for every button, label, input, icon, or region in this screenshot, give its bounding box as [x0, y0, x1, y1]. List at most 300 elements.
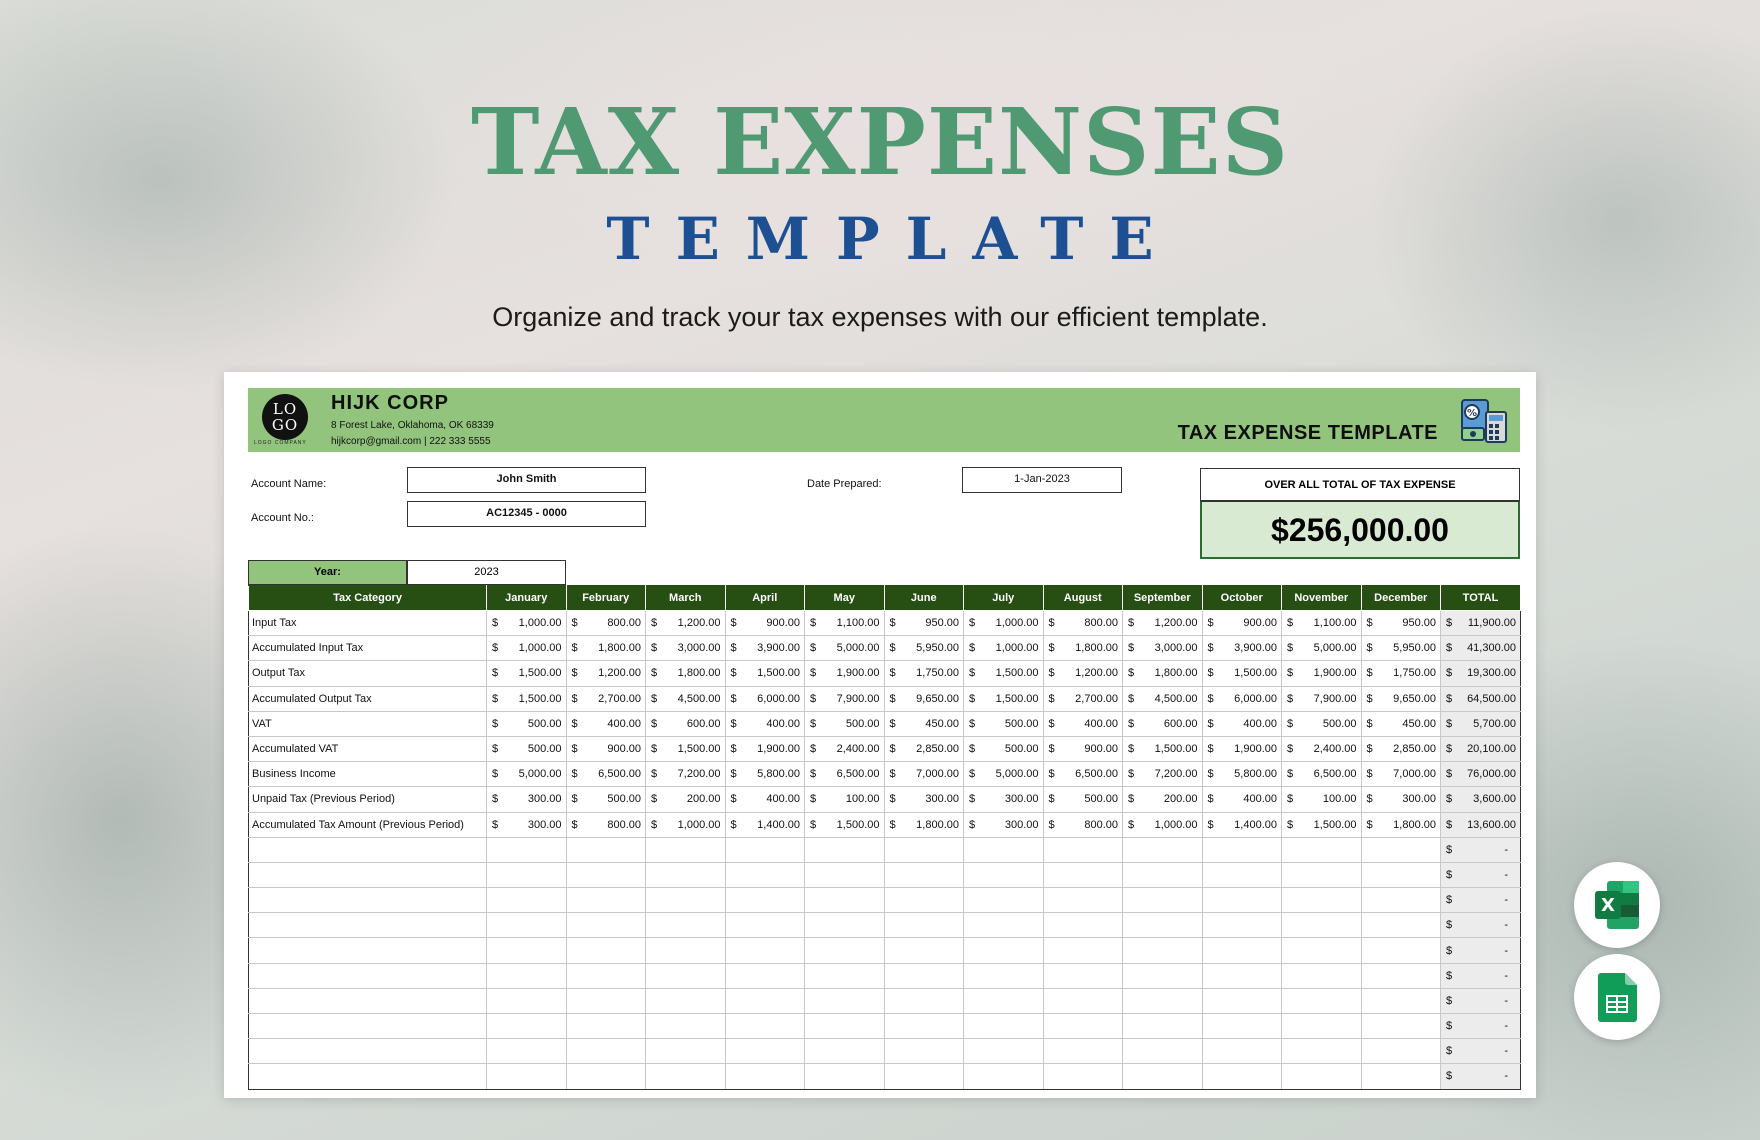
- amount-cell[interactable]: [1282, 787, 1362, 812]
- empty-cell[interactable]: [964, 888, 1044, 913]
- empty-cell[interactable]: [1202, 1064, 1282, 1089]
- currency-symbol: $: [730, 717, 737, 730]
- amount-cell[interactable]: [1202, 736, 1282, 761]
- amount-cell[interactable]: [566, 611, 646, 636]
- amount-value: 1,000.00: [518, 642, 562, 655]
- amount-cell[interactable]: [964, 736, 1044, 761]
- amount-cell[interactable]: [646, 762, 726, 787]
- tax-category-cell[interactable]: Accumulated Input Tax: [249, 636, 487, 661]
- empty-cell[interactable]: [1202, 862, 1282, 887]
- amount-cell[interactable]: [1123, 686, 1203, 711]
- empty-cell[interactable]: [249, 862, 487, 887]
- amount-cell[interactable]: [487, 787, 567, 812]
- amount-cell[interactable]: [487, 636, 567, 661]
- empty-cell[interactable]: [646, 963, 726, 988]
- amount-cell[interactable]: [1282, 611, 1362, 636]
- empty-cell[interactable]: [1282, 1064, 1362, 1089]
- amount-cell[interactable]: [805, 812, 885, 837]
- amount-cell[interactable]: [566, 711, 646, 736]
- empty-cell[interactable]: [566, 1064, 646, 1089]
- empty-cell[interactable]: [1202, 938, 1282, 963]
- amount-cell[interactable]: [884, 762, 964, 787]
- empty-cell[interactable]: [1043, 1039, 1123, 1064]
- empty-cell[interactable]: [805, 988, 885, 1013]
- amount-cell[interactable]: [487, 686, 567, 711]
- empty-cell[interactable]: [249, 963, 487, 988]
- currency-symbol: $: [969, 793, 976, 806]
- empty-cell[interactable]: [964, 963, 1044, 988]
- empty-cell[interactable]: [964, 1064, 1044, 1089]
- amount-cell[interactable]: [805, 661, 885, 686]
- empty-cell[interactable]: [1202, 837, 1282, 862]
- empty-cell[interactable]: [1361, 1014, 1441, 1039]
- empty-cell[interactable]: [1123, 963, 1203, 988]
- excel-app-button[interactable]: [1574, 862, 1660, 948]
- currency-symbol: $: [969, 692, 976, 705]
- empty-cell[interactable]: [1123, 1064, 1203, 1089]
- empty-cell[interactable]: [646, 1064, 726, 1089]
- svg-text:%: %: [1466, 408, 1478, 419]
- amount-cell[interactable]: [487, 812, 567, 837]
- amount-cell[interactable]: [725, 762, 805, 787]
- empty-cell[interactable]: [487, 938, 567, 963]
- row-total-value: 76,000.00: [1467, 768, 1516, 781]
- amount-cell[interactable]: [1202, 711, 1282, 736]
- empty-cell[interactable]: [725, 1039, 805, 1064]
- empty-cell[interactable]: [1043, 913, 1123, 938]
- amount-cell[interactable]: [1123, 736, 1203, 761]
- empty-cell[interactable]: [1123, 837, 1203, 862]
- amount-cell[interactable]: [566, 736, 646, 761]
- empty-cell[interactable]: [487, 913, 567, 938]
- empty-cell[interactable]: [725, 1014, 805, 1039]
- empty-cell[interactable]: [646, 837, 726, 862]
- amount-cell[interactable]: [884, 661, 964, 686]
- amount-cell[interactable]: [805, 636, 885, 661]
- amount-cell[interactable]: [1123, 636, 1203, 661]
- empty-cell[interactable]: [964, 938, 1044, 963]
- amount-cell[interactable]: [646, 812, 726, 837]
- amount-value: 6,500.00: [598, 768, 641, 781]
- tax-category-cell[interactable]: Business Income: [249, 762, 487, 787]
- amount-cell[interactable]: [884, 686, 964, 711]
- amount-cell[interactable]: [884, 736, 964, 761]
- empty-cell[interactable]: [1282, 862, 1362, 887]
- amount-cell[interactable]: [725, 661, 805, 686]
- amount-value: 800.00: [1084, 818, 1118, 831]
- empty-cell[interactable]: [1282, 1014, 1362, 1039]
- empty-cell[interactable]: [1361, 1039, 1441, 1064]
- empty-cell[interactable]: [249, 837, 487, 862]
- empty-cell[interactable]: [1361, 988, 1441, 1013]
- currency-symbol: $: [889, 717, 896, 730]
- amount-cell[interactable]: [805, 787, 885, 812]
- amount-cell[interactable]: [1123, 711, 1203, 736]
- amount-cell[interactable]: [964, 686, 1044, 711]
- amount-cell[interactable]: [1282, 686, 1362, 711]
- empty-cell[interactable]: [487, 837, 567, 862]
- amount-cell[interactable]: [566, 762, 646, 787]
- empty-cell[interactable]: [646, 862, 726, 887]
- currency-symbol: $: [1207, 642, 1214, 655]
- currency-symbol: $: [889, 793, 896, 806]
- empty-cell[interactable]: [884, 862, 964, 887]
- empty-cell[interactable]: [884, 963, 964, 988]
- empty-cell[interactable]: [646, 1014, 726, 1039]
- empty-cell[interactable]: [249, 1014, 487, 1039]
- empty-cell[interactable]: [566, 938, 646, 963]
- amount-cell[interactable]: [964, 661, 1044, 686]
- empty-cell[interactable]: [1123, 913, 1203, 938]
- empty-cell[interactable]: [566, 963, 646, 988]
- amount-cell[interactable]: [1282, 636, 1362, 661]
- amount-cell[interactable]: [1202, 611, 1282, 636]
- currency-symbol: $: [1128, 768, 1135, 781]
- empty-cell[interactable]: [1043, 888, 1123, 913]
- amount-cell[interactable]: [725, 812, 805, 837]
- amount-cell[interactable]: [487, 711, 567, 736]
- empty-cell[interactable]: [646, 888, 726, 913]
- empty-cell[interactable]: [566, 837, 646, 862]
- amount-cell[interactable]: [1361, 636, 1441, 661]
- amount-cell[interactable]: [646, 636, 726, 661]
- row-total-value: -: [1504, 868, 1508, 881]
- row-total-value: -: [1504, 919, 1508, 932]
- row-total-cell: [1441, 988, 1521, 1013]
- empty-cell[interactable]: [1202, 913, 1282, 938]
- empty-cell[interactable]: [487, 1014, 567, 1039]
- currency-symbol: $: [1446, 793, 1453, 806]
- amount-cell[interactable]: [487, 762, 567, 787]
- empty-cell[interactable]: [805, 938, 885, 963]
- amount-value: 800.00: [607, 617, 641, 630]
- empty-cell[interactable]: [566, 913, 646, 938]
- amount-cell[interactable]: [1123, 611, 1203, 636]
- empty-cell[interactable]: [487, 888, 567, 913]
- row-total-value: 5,700.00: [1473, 717, 1516, 730]
- amount-cell[interactable]: [1043, 812, 1123, 837]
- amount-cell[interactable]: [805, 611, 885, 636]
- amount-cell[interactable]: [566, 661, 646, 686]
- amount-value: 400.00: [1243, 717, 1277, 730]
- empty-cell[interactable]: [566, 1039, 646, 1064]
- tax-category-cell[interactable]: VAT: [249, 711, 487, 736]
- amount-cell[interactable]: [1043, 611, 1123, 636]
- empty-cell[interactable]: [884, 1039, 964, 1064]
- amount-cell[interactable]: [1361, 762, 1441, 787]
- tax-category-cell[interactable]: Output Tax: [249, 661, 487, 686]
- empty-cell[interactable]: [249, 1064, 487, 1089]
- year-field[interactable]: 2023: [407, 560, 566, 585]
- amount-cell[interactable]: [1043, 711, 1123, 736]
- amount-cell[interactable]: [1361, 812, 1441, 837]
- empty-cell[interactable]: [1202, 963, 1282, 988]
- amount-cell[interactable]: [566, 787, 646, 812]
- empty-cell[interactable]: [805, 963, 885, 988]
- empty-cell[interactable]: [646, 1039, 726, 1064]
- currency-symbol: $: [810, 793, 817, 806]
- empty-cell[interactable]: [1282, 913, 1362, 938]
- amount-cell[interactable]: [1282, 661, 1362, 686]
- empty-cell[interactable]: [964, 862, 1044, 887]
- amount-cell[interactable]: [725, 636, 805, 661]
- amount-cell[interactable]: [1202, 787, 1282, 812]
- amount-value: 5,000.00: [995, 768, 1039, 781]
- empty-cell[interactable]: [884, 888, 964, 913]
- amount-cell[interactable]: [1361, 711, 1441, 736]
- amount-cell[interactable]: [725, 711, 805, 736]
- empty-cell[interactable]: [725, 988, 805, 1013]
- empty-cell[interactable]: [964, 988, 1044, 1013]
- empty-cell[interactable]: [805, 1064, 885, 1089]
- empty-cell[interactable]: [964, 913, 1044, 938]
- amount-cell[interactable]: [646, 611, 726, 636]
- amount-cell[interactable]: [1043, 762, 1123, 787]
- amount-cell[interactable]: [1043, 787, 1123, 812]
- currency-symbol: $: [889, 768, 896, 781]
- header-april: April: [725, 586, 805, 611]
- row-total-cell: [1441, 963, 1521, 988]
- amount-cell[interactable]: [725, 787, 805, 812]
- amount-cell[interactable]: [1361, 611, 1441, 636]
- empty-cell[interactable]: [249, 938, 487, 963]
- empty-cell[interactable]: [566, 1014, 646, 1039]
- empty-cell[interactable]: [487, 963, 567, 988]
- empty-cell[interactable]: [1043, 988, 1123, 1013]
- amount-cell[interactable]: [884, 812, 964, 837]
- empty-cell[interactable]: [487, 862, 567, 887]
- amount-value: 1,200.00: [598, 667, 641, 680]
- amount-value: 6,000.00: [1234, 692, 1277, 705]
- empty-cell[interactable]: [1043, 862, 1123, 887]
- amount-cell[interactable]: [566, 812, 646, 837]
- empty-cell[interactable]: [1123, 988, 1203, 1013]
- tax-category-cell[interactable]: Accumulated Output Tax: [249, 686, 487, 711]
- amount-cell[interactable]: [1282, 736, 1362, 761]
- amount-cell[interactable]: [1123, 762, 1203, 787]
- date-prepared-field[interactable]: 1-Jan-2023: [962, 467, 1122, 493]
- empty-cell[interactable]: [249, 888, 487, 913]
- currency-symbol: $: [1446, 717, 1453, 730]
- empty-cell[interactable]: [964, 837, 1044, 862]
- empty-cell[interactable]: [646, 938, 726, 963]
- empty-cell[interactable]: [249, 1039, 487, 1064]
- empty-cell[interactable]: [1202, 1039, 1282, 1064]
- currency-symbol: $: [651, 768, 658, 781]
- empty-cell[interactable]: [1282, 988, 1362, 1013]
- amount-cell[interactable]: [646, 686, 726, 711]
- amount-value: 900.00: [766, 617, 800, 630]
- amount-cell[interactable]: [884, 711, 964, 736]
- empty-cell[interactable]: [725, 938, 805, 963]
- amount-cell[interactable]: [1043, 686, 1123, 711]
- amount-cell[interactable]: [566, 686, 646, 711]
- currency-symbol: $: [492, 642, 499, 655]
- empty-cell[interactable]: [1043, 837, 1123, 862]
- empty-cell[interactable]: [1202, 1014, 1282, 1039]
- amount-cell[interactable]: [487, 736, 567, 761]
- amount-value: 1,900.00: [757, 743, 800, 756]
- empty-cell[interactable]: [249, 988, 487, 1013]
- empty-cell[interactable]: [1123, 1014, 1203, 1039]
- amount-cell[interactable]: [805, 762, 885, 787]
- empty-table-row: [249, 988, 1521, 1013]
- amount-cell[interactable]: [964, 762, 1044, 787]
- tax-category-cell[interactable]: Input Tax: [249, 611, 487, 636]
- amount-cell[interactable]: [805, 711, 885, 736]
- empty-cell[interactable]: [1282, 888, 1362, 913]
- google-sheets-app-button[interactable]: [1574, 954, 1660, 1040]
- empty-cell[interactable]: [1282, 1039, 1362, 1064]
- currency-symbol: $: [1128, 667, 1135, 680]
- amount-cell[interactable]: [1202, 686, 1282, 711]
- amount-cell[interactable]: [964, 812, 1044, 837]
- empty-cell[interactable]: [964, 1039, 1044, 1064]
- empty-cell[interactable]: [1043, 1014, 1123, 1039]
- empty-cell[interactable]: [1282, 963, 1362, 988]
- empty-cell[interactable]: [805, 862, 885, 887]
- empty-cell[interactable]: [964, 1014, 1044, 1039]
- empty-cell[interactable]: [725, 913, 805, 938]
- amount-cell[interactable]: [566, 636, 646, 661]
- empty-cell[interactable]: [1123, 938, 1203, 963]
- currency-symbol: $: [1366, 818, 1373, 831]
- account-name-field[interactable]: John Smith: [407, 467, 646, 493]
- amount-value: 1,800.00: [1154, 667, 1198, 680]
- empty-cell[interactable]: [646, 913, 726, 938]
- empty-cell[interactable]: [1282, 837, 1362, 862]
- empty-cell[interactable]: [1361, 938, 1441, 963]
- currency-symbol: $: [571, 667, 578, 680]
- amount-value: 600.00: [1163, 717, 1198, 730]
- empty-cell[interactable]: [805, 888, 885, 913]
- amount-cell[interactable]: [1282, 812, 1362, 837]
- amount-cell[interactable]: [1361, 736, 1441, 761]
- amount-cell[interactable]: [487, 661, 567, 686]
- amount-value: 9,650.00: [916, 692, 959, 705]
- empty-cell[interactable]: [566, 988, 646, 1013]
- amount-cell[interactable]: [964, 611, 1044, 636]
- amount-cell[interactable]: [1202, 762, 1282, 787]
- empty-cell[interactable]: [725, 862, 805, 887]
- header-june: June: [884, 586, 964, 611]
- amount-cell[interactable]: [884, 787, 964, 812]
- empty-cell[interactable]: [1123, 888, 1203, 913]
- empty-cell[interactable]: [725, 1064, 805, 1089]
- amount-cell[interactable]: [1043, 736, 1123, 761]
- amount-cell[interactable]: [1361, 787, 1441, 812]
- amount-cell[interactable]: [1043, 636, 1123, 661]
- amount-cell[interactable]: [1361, 686, 1441, 711]
- amount-cell[interactable]: [487, 611, 567, 636]
- currency-symbol: $: [1287, 743, 1294, 756]
- empty-cell[interactable]: [884, 988, 964, 1013]
- empty-cell[interactable]: [805, 1014, 885, 1039]
- amount-cell[interactable]: [884, 611, 964, 636]
- empty-cell[interactable]: [249, 913, 487, 938]
- empty-cell[interactable]: [1043, 1064, 1123, 1089]
- empty-cell[interactable]: [1361, 913, 1441, 938]
- amount-cell[interactable]: [1282, 762, 1362, 787]
- empty-cell[interactable]: [884, 938, 964, 963]
- empty-cell[interactable]: [1361, 1064, 1441, 1089]
- amount-cell[interactable]: [725, 686, 805, 711]
- empty-cell[interactable]: [1043, 938, 1123, 963]
- empty-cell[interactable]: [1202, 988, 1282, 1013]
- amount-cell[interactable]: [1202, 636, 1282, 661]
- empty-cell[interactable]: [725, 963, 805, 988]
- empty-cell[interactable]: [1361, 837, 1441, 862]
- amount-cell[interactable]: [1282, 711, 1362, 736]
- empty-cell[interactable]: [884, 1064, 964, 1089]
- empty-cell[interactable]: [1361, 862, 1441, 887]
- empty-cell[interactable]: [487, 988, 567, 1013]
- amount-cell[interactable]: [725, 736, 805, 761]
- empty-cell[interactable]: [1361, 963, 1441, 988]
- amount-cell[interactable]: [1123, 661, 1203, 686]
- empty-cell[interactable]: [884, 913, 964, 938]
- empty-cell[interactable]: [805, 837, 885, 862]
- amount-cell[interactable]: [1202, 661, 1282, 686]
- empty-cell[interactable]: [1202, 888, 1282, 913]
- amount-cell[interactable]: [964, 787, 1044, 812]
- amount-cell[interactable]: [805, 736, 885, 761]
- empty-cell[interactable]: [1123, 862, 1203, 887]
- amount-value: 1,100.00: [1313, 617, 1357, 630]
- amount-cell[interactable]: [1202, 812, 1282, 837]
- amount-cell[interactable]: [725, 611, 805, 636]
- amount-cell[interactable]: [646, 661, 726, 686]
- empty-cell[interactable]: [884, 837, 964, 862]
- amount-cell[interactable]: [646, 787, 726, 812]
- empty-cell[interactable]: [566, 862, 646, 887]
- empty-cell[interactable]: [805, 1039, 885, 1064]
- empty-cell[interactable]: [1123, 1039, 1203, 1064]
- amount-cell[interactable]: [1361, 661, 1441, 686]
- empty-cell[interactable]: [566, 888, 646, 913]
- amount-cell[interactable]: [646, 736, 726, 761]
- amount-cell[interactable]: [964, 636, 1044, 661]
- empty-cell[interactable]: [487, 1064, 567, 1089]
- empty-cell[interactable]: [646, 988, 726, 1013]
- empty-cell[interactable]: [1282, 938, 1362, 963]
- empty-cell[interactable]: [884, 1014, 964, 1039]
- empty-cell[interactable]: [725, 837, 805, 862]
- amount-cell[interactable]: [884, 636, 964, 661]
- account-no-field[interactable]: AC12345 - 0000: [407, 501, 646, 527]
- amount-cell[interactable]: [1123, 787, 1203, 812]
- empty-cell[interactable]: [487, 1039, 567, 1064]
- empty-cell[interactable]: [725, 888, 805, 913]
- row-total-cell: [1441, 1014, 1521, 1039]
- amount-cell[interactable]: [1123, 812, 1203, 837]
- empty-cell[interactable]: [1361, 888, 1441, 913]
- amount-cell[interactable]: [1043, 661, 1123, 686]
- empty-table-row: [249, 1014, 1521, 1039]
- amount-value: 400.00: [607, 717, 641, 730]
- tax-category-cell[interactable]: Accumulated VAT: [249, 736, 487, 761]
- amount-value: 600.00: [686, 717, 721, 730]
- tax-category-cell[interactable]: Accumulated Tax Amount (Previous Period): [249, 812, 487, 837]
- amount-cell[interactable]: [646, 711, 726, 736]
- amount-cell[interactable]: [805, 686, 885, 711]
- currency-symbol: $: [1128, 642, 1135, 655]
- amount-value: 200.00: [1163, 793, 1198, 806]
- tax-category-cell[interactable]: Unpaid Tax (Previous Period): [249, 787, 487, 812]
- amount-cell[interactable]: [964, 711, 1044, 736]
- empty-cell[interactable]: [805, 913, 885, 938]
- empty-cell[interactable]: [1043, 963, 1123, 988]
